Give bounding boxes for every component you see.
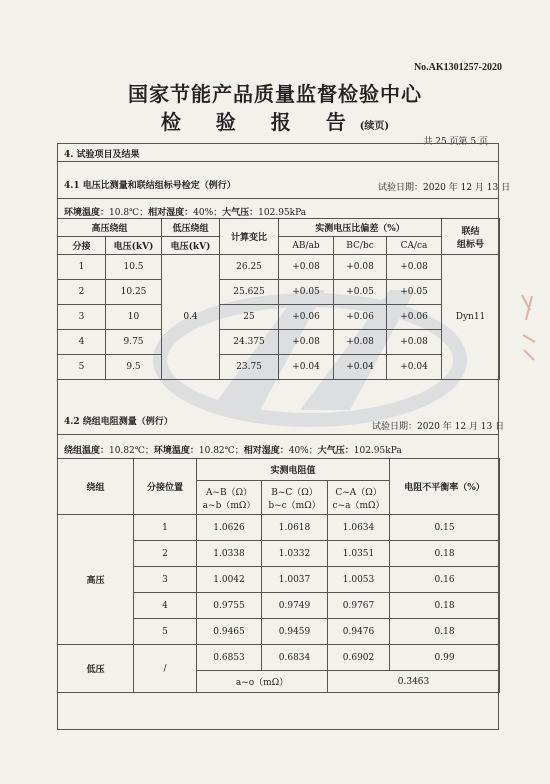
- section-4-title: 4. 试验项目及结果: [64, 150, 140, 160]
- connection-header-line1: 联结: [461, 226, 480, 237]
- hv-voltage-header: 电压(kV): [106, 237, 162, 255]
- env-label: 绕组温度：: [64, 446, 110, 456]
- ao-label-cell: a~o（mΩ）: [197, 671, 328, 693]
- tap-cell: 3: [134, 567, 197, 593]
- connection-header-line2: 组标号: [457, 239, 485, 250]
- table-row: [58, 355, 500, 380]
- bc-cell: +0.08: [334, 255, 387, 280]
- unbalance-cell: 0.99: [390, 645, 500, 671]
- divider: [57, 198, 499, 199]
- hv-cell: 10.5: [106, 255, 162, 280]
- table-row: [58, 305, 500, 330]
- bc-header-ohm: B~C（Ω）: [271, 487, 318, 498]
- env-temp: 10.82℃；: [198, 446, 244, 456]
- page-info: 共 25 页第 5 页: [423, 137, 488, 147]
- env-humidity: 40%；: [193, 208, 223, 218]
- env-winding-temp: 10.82℃；: [109, 446, 154, 456]
- env-label: 环境温度：: [153, 446, 199, 456]
- ca-header-ohm: C~A（Ω）: [335, 487, 382, 498]
- bc-cell: 1.0037: [262, 567, 328, 593]
- ca-cell: 0.6902: [328, 645, 390, 671]
- env-label: 相对湿度：: [243, 446, 289, 456]
- bc-cell: 0.6834: [262, 645, 328, 671]
- tap-cell: 3: [58, 305, 106, 330]
- bc-header: BC/bc: [334, 237, 387, 255]
- table-row: [58, 515, 500, 541]
- ab-cell: +0.06: [279, 305, 334, 330]
- tap-cell: 5: [134, 619, 197, 645]
- winding-resistance-table: [57, 458, 500, 693]
- ca-cell: 1.0351: [328, 541, 390, 567]
- env-label: 相对湿度：: [148, 208, 194, 218]
- hv-cell: 9.5: [106, 355, 162, 380]
- lv-voltage-cell: 0.4: [162, 255, 220, 380]
- calc-ratio-header: 计算变比: [220, 219, 279, 255]
- ab-cell: 1.0338: [197, 541, 262, 567]
- tap-cell: 1: [58, 255, 106, 280]
- report-number: No.AK1301257-2020: [413, 62, 502, 73]
- connection-cell: Dyn11: [442, 255, 500, 380]
- bc-cell: 0.9459: [262, 619, 328, 645]
- unbalance-header: 电阻不平衡率（%）: [390, 459, 500, 515]
- env-pressure: 102.95kPa: [258, 208, 307, 218]
- report-title-text: 检 验 报 告: [160, 110, 360, 134]
- ca-cell: 0.9767: [328, 593, 390, 619]
- ab-cell: 0.9465: [197, 619, 262, 645]
- ab-cell: +0.08: [279, 330, 334, 355]
- ca-header: CA/ca: [387, 237, 442, 255]
- env-pressure: 102.95kPa: [353, 446, 402, 456]
- ratio-cell: 26.25: [220, 255, 279, 280]
- measured-dev-header: 实测电压比偏差（%）: [279, 219, 442, 237]
- ca-cell: 1.0053: [328, 567, 390, 593]
- ca-cell: +0.05: [387, 280, 442, 305]
- ratio-cell: 24.375: [220, 330, 279, 355]
- table-row: [58, 280, 500, 305]
- ab-cell: 0.6853: [197, 645, 262, 671]
- tap-cell: 2: [134, 541, 197, 567]
- ca-header-mohm: c~a（mΩ）: [332, 500, 385, 511]
- hv-winding-cell: 高压: [58, 515, 134, 645]
- bc-cell: 0.9749: [262, 593, 328, 619]
- ca-cell: +0.04: [387, 355, 442, 380]
- env-humidity: 40%；: [288, 446, 318, 456]
- bc-header: [262, 481, 328, 515]
- ab-cell: 1.0042: [197, 567, 262, 593]
- ratio-cell: 25.625: [220, 280, 279, 305]
- unbalance-cell: 0.18: [390, 541, 500, 567]
- env-label: 大气压：: [222, 208, 259, 218]
- tap-cell: 5: [58, 355, 106, 380]
- connection-header: [442, 219, 500, 255]
- ca-cell: 1.0634: [328, 515, 390, 541]
- unbalance-cell: 0.18: [390, 593, 500, 619]
- divider: [57, 434, 499, 435]
- ca-header: [328, 481, 390, 515]
- ab-header: AB/ab: [279, 237, 334, 255]
- env-label: 大气压：: [317, 446, 354, 456]
- ca-cell: 0.9476: [328, 619, 390, 645]
- tap-header: 分接: [58, 237, 106, 255]
- hv-cell: 10.25: [106, 280, 162, 305]
- ca-cell: +0.08: [387, 330, 442, 355]
- lv-voltage-header: 电压(kV): [162, 237, 220, 255]
- bc-cell: +0.05: [334, 280, 387, 305]
- bc-header-mohm: b~c（mΩ）: [268, 500, 321, 511]
- lv-winding-cell: 低压: [58, 645, 134, 693]
- lv-winding-header: 低压绕组: [162, 219, 220, 237]
- winding-header: 绕组: [58, 459, 134, 515]
- unbalance-cell: 0.15: [390, 515, 500, 541]
- bc-cell: 1.0332: [262, 541, 328, 567]
- organization-name: 国家节能产品质量监督检验中心: [128, 82, 422, 106]
- bc-cell: +0.04: [334, 355, 387, 380]
- section-4-1-title: 4.1 电压比测量和联结组标号检定（例行）: [64, 181, 236, 191]
- ao-value-cell: 0.3463: [328, 671, 500, 693]
- table-row: [58, 255, 500, 280]
- ab-cell: +0.08: [279, 255, 334, 280]
- seal-stamp-icon: [518, 290, 540, 370]
- ab-cell: 1.0626: [197, 515, 262, 541]
- lv-tap-cell: /: [134, 645, 197, 693]
- section-4-2-environment: [64, 443, 402, 456]
- section-4-2-test-date: 试验日期：2020 年 12 月 13 日: [372, 422, 505, 432]
- ab-header-mohm: a~b（mΩ）: [202, 500, 256, 511]
- tap-cell: 2: [58, 280, 106, 305]
- unbalance-cell: 0.16: [390, 567, 500, 593]
- continued-label: (续页): [359, 121, 390, 132]
- hv-cell: 9.75: [106, 330, 162, 355]
- report-title: [0, 106, 550, 135]
- hv-winding-header: 高压绕组: [58, 219, 162, 237]
- section-4-1-environment: [64, 205, 306, 218]
- ratio-cell: 23.75: [220, 355, 279, 380]
- bc-cell: +0.08: [334, 330, 387, 355]
- bc-cell: +0.06: [334, 305, 387, 330]
- measured-resistance-header: 实测电阻值: [197, 459, 390, 481]
- tap-cell: 4: [58, 330, 106, 355]
- ab-cell: 0.9755: [197, 593, 262, 619]
- tap-cell: 4: [134, 593, 197, 619]
- env-label: 环境温度：: [64, 208, 110, 218]
- table-row: [58, 330, 500, 355]
- ab-cell: +0.05: [279, 280, 334, 305]
- hv-cell: 10: [106, 305, 162, 330]
- bc-cell: 1.0618: [262, 515, 328, 541]
- ca-cell: +0.06: [387, 305, 442, 330]
- ab-header: [197, 481, 262, 515]
- tap-position-header: 分接位置: [134, 459, 197, 515]
- divider: [57, 161, 499, 162]
- ab-cell: +0.04: [279, 355, 334, 380]
- unbalance-cell: 0.18: [390, 619, 500, 645]
- section-4-2-title: 4.2 绕组电阻测量（例行）: [64, 417, 173, 427]
- ab-header-ohm: A~B（Ω）: [205, 487, 253, 498]
- voltage-ratio-table: [57, 218, 500, 380]
- table-row: [58, 645, 500, 671]
- tap-cell: 1: [134, 515, 197, 541]
- section-4-1-test-date: 试验日期：2020 年 12 月 13 日: [378, 183, 511, 193]
- env-temp: 10.8℃；: [109, 208, 149, 218]
- ratio-cell: 25: [220, 305, 279, 330]
- ca-cell: +0.08: [387, 255, 442, 280]
